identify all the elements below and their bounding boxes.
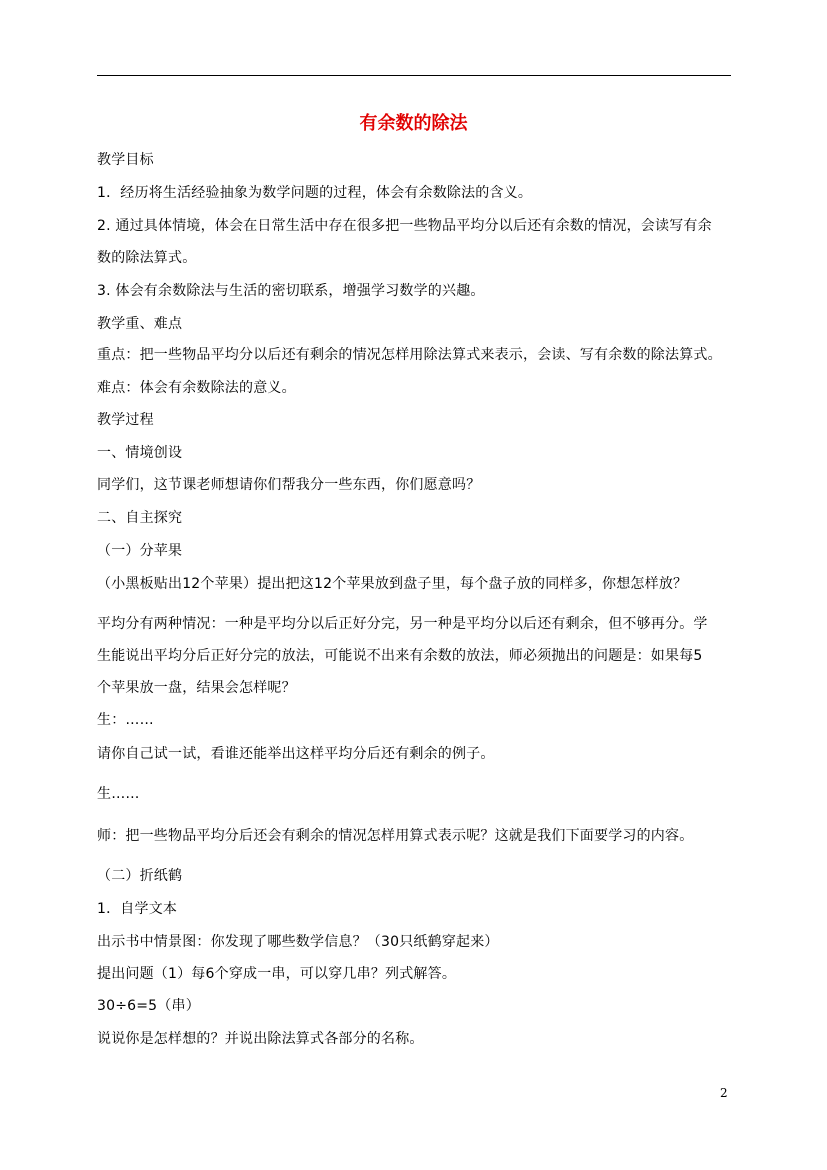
paragraph-line: （小黑板贴出12个苹果）提出把这12个苹果放到盘子里，每个盘子放的同样多，你想怎样放？ bbox=[97, 576, 688, 592]
subsection-heading: 1．自学文本 bbox=[97, 901, 178, 917]
subsection-heading: 一、情境创设 bbox=[97, 445, 183, 461]
paragraph-line: 平均分有两种情况：一种是平均分以后正好分完，另一种是平均分以后还有剩余，但不够再分。学 bbox=[97, 616, 708, 632]
paragraph-line: 难点：体会有余数除法的意义。 bbox=[97, 380, 296, 396]
paragraph-line: 重点：把一些物品平均分以后还有剩余的情况怎样用除法算式来表示，会读、写有余数的除法算式。 bbox=[97, 347, 722, 363]
paragraph-line: 生…… bbox=[97, 786, 140, 802]
page-number: 2 bbox=[720, 1086, 728, 1100]
subsection-heading: （一）分苹果 bbox=[97, 543, 183, 559]
paragraph-line: 请你自己试一试，看谁还能举出这样平均分后还有剩余的例子。 bbox=[97, 746, 495, 762]
paragraph-line: 30÷6=5（串） bbox=[97, 998, 200, 1014]
document-title: 有余数的除法 bbox=[359, 113, 468, 134]
paragraph-line: 同学们，这节课老师想请你们帮我分一些东西，你们愿意吗？ bbox=[97, 477, 481, 493]
paragraph-line: 3. 体会有余数除法与生活的密切联系，增强学习数学的兴趣。 bbox=[97, 283, 485, 299]
section-heading-key-points: 教学重、难点 bbox=[97, 316, 183, 332]
paragraph-line: 出示书中情景图：你发现了哪些数学信息？（30只纸鹤穿起来） bbox=[97, 934, 499, 950]
paragraph-line: 1．经历将生活经验抽象为数学问题的过程，体会有余数除法的含义。 bbox=[97, 185, 533, 201]
paragraph-line: 师：把一些物品平均分后还会有剩余的情况怎样用算式表示呢？这就是我们下面要学习的内容。 bbox=[97, 828, 694, 844]
section-heading-process: 教学过程 bbox=[97, 412, 154, 428]
section-heading-objectives: 教学目标 bbox=[97, 152, 154, 168]
paragraph-line: 个苹果放一盘，结果会怎样呢？ bbox=[97, 680, 296, 696]
paragraph-line: 生：…… bbox=[97, 712, 154, 728]
subsection-heading: 二、自主探究 bbox=[97, 510, 183, 526]
paragraph-line: 2. 通过具体情境，体会在日常生活中存在很多把一些物品平均分以后还有余数的情况，会读写有余 bbox=[97, 218, 712, 234]
paragraph-line: 提出问题（1）每6个穿成一串，可以穿几串？列式解答。 bbox=[97, 966, 457, 982]
header-rule bbox=[97, 75, 731, 76]
paragraph-line: 数的除法算式。 bbox=[97, 250, 197, 266]
subsection-heading: （二）折纸鹤 bbox=[97, 868, 183, 884]
paragraph-line: 生能说出平均分后正好分完的放法，可能说不出来有余数的放法，师必须抛出的问题是：如果每5 bbox=[97, 648, 703, 664]
paragraph-line: 说说你是怎样想的？并说出除法算式各部分的名称。 bbox=[97, 1031, 424, 1047]
